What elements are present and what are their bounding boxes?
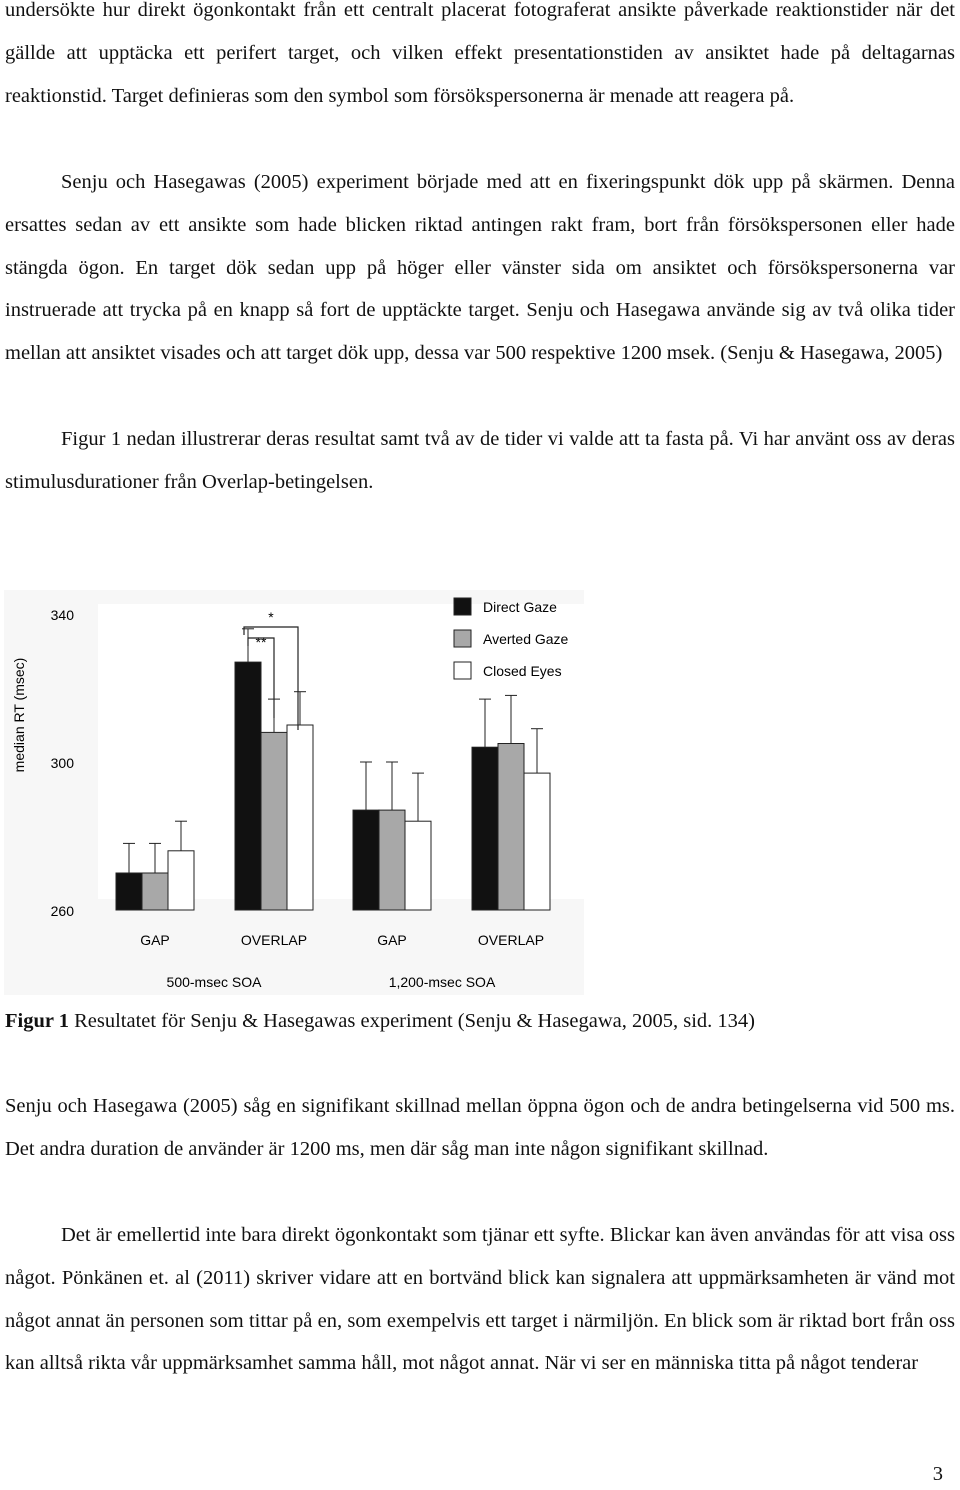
x-tick-label: GAP xyxy=(140,932,170,948)
bar xyxy=(405,821,431,910)
significance-marker: ** xyxy=(255,634,267,650)
paragraph-5: Det är emellertid inte bara direkt ögonkontakt som tjänar ett syfte. Blickar kan även användas för att visa oss något. Pönkänen et. al (2011) skriver vidare att en bortvänd blick kan signalera att uppmärksamheten är vänd mot något annat än personen som tittar på en, som exempelvis ett target i närmiljön. En blick som är riktad bort från oss kan alltså rikta vår uppmärksamhet samma håll, mot något annat. När vi ser en människa titta på något tenderar xyxy=(5,1224,955,1375)
group-label: 500-msec SOA xyxy=(166,974,262,990)
x-tick-label: OVERLAP xyxy=(240,932,308,948)
bar xyxy=(353,810,379,910)
bar xyxy=(235,662,261,910)
x-tick-label: OVERLAP xyxy=(477,932,545,948)
figure-caption xyxy=(5,1006,955,1036)
bar xyxy=(168,851,194,910)
bar xyxy=(142,873,168,910)
chart-legend xyxy=(454,598,569,679)
y-axis-label: median RT (msec) xyxy=(11,657,27,773)
results-bar-chart xyxy=(4,590,584,995)
bar xyxy=(261,732,287,910)
legend-swatch xyxy=(454,630,471,647)
group-label: 1,200-msec SOA xyxy=(388,974,496,990)
bar xyxy=(472,747,498,910)
paragraph-1: undersökte hur direkt ögonkontakt från ett centralt placerat fotograferat ansikte påverkade reaktionstider när det gällde att upptäcka ett perifert target, och vilken effekt presentationstiden av ansiktet hade på deltagarnas reaktionstid. Target definieras som den symbol som försökspersonerna är menade att reagera på. xyxy=(5,0,955,107)
caption-text: Resultatet för Senju & Hasegawas experiment (Senju & Hasegawa, 2005, sid. 134) xyxy=(68,1010,756,1032)
bar xyxy=(498,744,524,911)
paragraph-3: Figur 1 nedan illustrerar deras resultat samt två av de tider vi valde att ta fasta på. Vi har använt oss av deras stimulusdurationer från Overlap-betingelsen. xyxy=(5,428,955,493)
y-tick-label: 340 xyxy=(50,607,74,623)
bar xyxy=(287,725,313,910)
legend-swatch xyxy=(454,662,471,679)
significance-marker: * xyxy=(268,609,274,625)
legend-label: Closed Eyes xyxy=(483,663,562,679)
legend-label: Averted Gaze xyxy=(483,631,569,647)
bar xyxy=(116,873,142,910)
caption-label: Figur 1 xyxy=(5,1010,69,1032)
bar xyxy=(524,773,550,910)
legend-swatch xyxy=(454,598,471,615)
y-tick-label: 260 xyxy=(50,903,74,919)
paragraph-4: Senju och Hasegawa (2005) såg en signifikant skillnad mellan öppna ögon och de andra betingelserna vid 500 ms. Det andra duration de använder är 1200 ms, men där såg man inte någon signifikant skillnad. xyxy=(5,1095,955,1160)
page-number: 3 xyxy=(932,1463,943,1485)
x-tick-label: GAP xyxy=(377,932,407,948)
legend-label: Direct Gaze xyxy=(483,599,557,615)
paragraph-2: Senju och Hasegawas (2005) experiment började med att en fixeringspunkt dök upp på skärmen. Denna ersattes sedan av ett ansikte som hade blicken riktad antingen rakt fram, bort från försökspersonen eller hade stängda ögon. En target dök sedan upp på höger eller vänster sida om ansiktet och försökspersonerna var instruerade att trycka på en knapp så fort de upptäckte target. Senju och Hasegawa använde sig av två olika tider mellan att ansiktet visades och att target dök upp, dessa var 500 respektive 1200 msek. (Senju & Hasegawa, 2005) xyxy=(5,171,955,365)
bar xyxy=(379,810,405,910)
y-tick-label: 300 xyxy=(50,755,74,771)
